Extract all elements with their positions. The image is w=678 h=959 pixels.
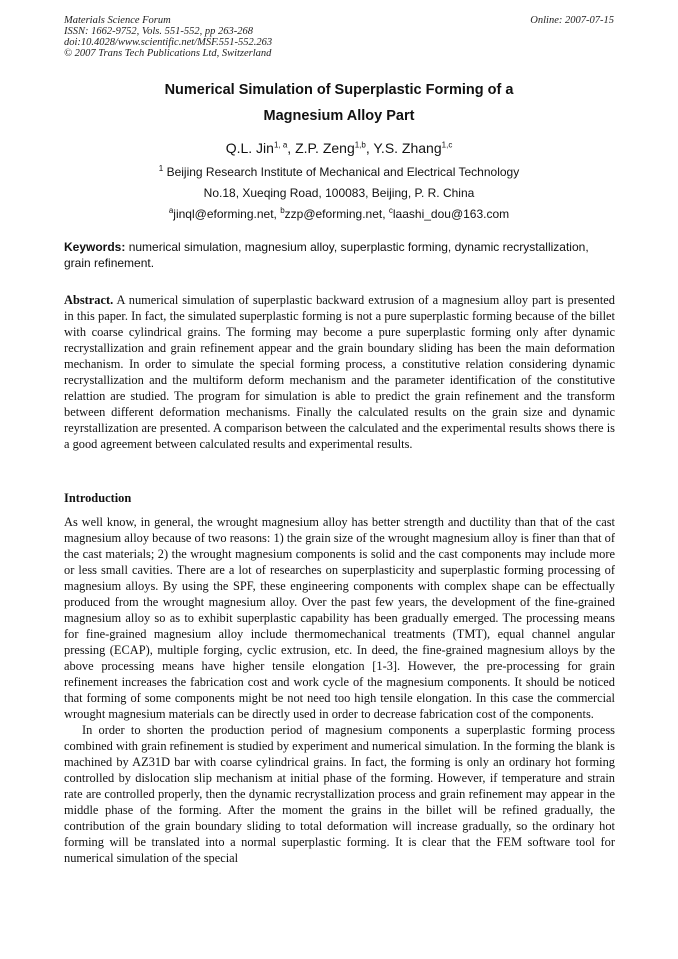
affiliation-institute bbox=[0, 165, 678, 179]
affiliation-number: 1 bbox=[158, 164, 164, 173]
email-c: laashi_dou@163.com bbox=[392, 207, 510, 221]
keywords-text: numerical simulation, magnesium alloy, superplastic forming, dynamic recrystallization, grain refinement. bbox=[64, 240, 589, 270]
issn-line: ISSN: 1662-9752, Vols. 551-552, pp 263-268 bbox=[64, 26, 253, 37]
doi-line: doi:10.4028/www.scientific.net/MSF.551-552.263 bbox=[64, 37, 273, 48]
abstract-text: A numerical simulation of superplastic backward extrusion of a magnesium alloy part is presented in this paper. In fact, the simulated superplastic forming is not a pure superplastic forming because of the billet with coarse cylindrical grains. The forming may become a pure superplastic forming only after dynamic recrystallization and grain refinement appear and the grain boundary sliding has been the main deformation mechanism. In order to simulate the special forming process, a constitutive relation considering dynamic recrystallization and the multiform deform mechanism and the parameter identification of the constitutive relattion are studied. The program for simulation is able to predict the grain refinement and the transform between different deformation mechanisms. Finally the calculated results on the grain size and dynamic reyrstallization are presented. A comparison between the calculated and the experimental results shows there is a good agreement between calculated results and experimental results. bbox=[64, 293, 615, 451]
paper-title-line-2: Magnesium Alloy Part bbox=[263, 108, 415, 124]
journal-name: Materials Science Forum bbox=[64, 15, 171, 26]
author-sep: , bbox=[365, 140, 374, 156]
abstract bbox=[64, 292, 615, 452]
section-heading-introduction: Introduction bbox=[64, 491, 132, 505]
email-b-sup: b bbox=[280, 206, 285, 215]
email-c-sup: c bbox=[388, 206, 393, 215]
email-a-sup: a bbox=[168, 206, 174, 215]
intro-paragraph-1: As well know, in general, the wrought magnesium alloy has better strength and ductility than that of the cast magnesium alloy because of two reasons: 1) the grain size of the wrought magnesium alloy is finer than that of the cast materials; 2) the wrought magnesium components is solid and the cast components may include more or less small cavities. There are a lot of researches on superplasticity and superplastic forming processing of magnesium alloys. By using the SPF, these engineering components with complex shape can be effectually produced from the wrought magnesium alloy. Over the past few years, the development of the fine-grained magnesium alloy so as to exhibit superplastic capability has been gradually emerged. The processing means for fine-grained magnesium alloy include thermomechanical treatments (TMT), equal channel angular pressing (ECAP), multiple forging, cyclic extrusion, etc. In deed, the fine-grained magnesium alloys by the above processing means have higher tensile elongation [1-3]. However, the pre-processing for grain refinement increases the fabrication cost and work cycle of the magnesium components. It should be noticed that forming of some components might be not need too high tensile elongation. In this case the commercial wrought magnesium materials can be directly used in order to decrease fabrication cost of the components. bbox=[64, 515, 615, 721]
author-1-sup: 1, a bbox=[273, 140, 288, 150]
copyright-line: © 2007 Trans Tech Publications Ltd, Switzerland bbox=[64, 48, 272, 59]
journal-header bbox=[64, 15, 272, 59]
author-1: Q.L. Jin bbox=[225, 140, 274, 156]
institute-name: Beijing Research Institute of Mechanical and Electrical Technology bbox=[166, 165, 520, 179]
author-3-sup: 1,c bbox=[441, 140, 453, 150]
author-sep: , bbox=[287, 140, 296, 156]
online-date: Online: 2007-07-15 bbox=[530, 15, 614, 26]
affiliation-address: No.18, Xueqing Road, 100083, Beijing, P. R. China bbox=[203, 186, 475, 200]
affiliation-emails bbox=[0, 207, 678, 221]
intro-paragraph-2: In order to shorten the production period of magnesium components a superplastic forming process combined with grain refinement is studied by experiment and numerical simulation. In the forming the blank is machined by AZ31D bar with coarse cylindrical grains. In fact, the forming is only an ordinary hot forming controlled by dislocation slip mechanism at initial phase of the forming. However, if temperature and strain rate are controlled properly, then the dynamic recrystallization process and grain refinement may appear in the middle phase of the forming. After the moment the grains in the billet will be refined gradually, the contribution of the grain boundary sliding to total deformation will increase gradually, so the ordinary hot forming will be translated into a normal superplastic forming. It is clear that the FEM software tool for numerical simulation of the special bbox=[64, 723, 615, 865]
paper-title-line-1: Numerical Simulation of Superplastic Forming of a bbox=[164, 82, 514, 98]
author-list bbox=[0, 140, 678, 156]
email-b: zzp@eforming.net, bbox=[284, 207, 389, 221]
author-3: Y.S. Zhang bbox=[373, 140, 442, 156]
email-a: jinql@eforming.net, bbox=[173, 207, 281, 221]
keywords-label: Keywords: bbox=[64, 240, 126, 254]
author-2-sup: 1,b bbox=[354, 140, 366, 150]
author-2: Z.P. Zeng bbox=[295, 140, 355, 156]
keywords bbox=[64, 240, 615, 271]
introduction-body bbox=[64, 514, 615, 866]
abstract-label: Abstract. bbox=[64, 293, 114, 307]
